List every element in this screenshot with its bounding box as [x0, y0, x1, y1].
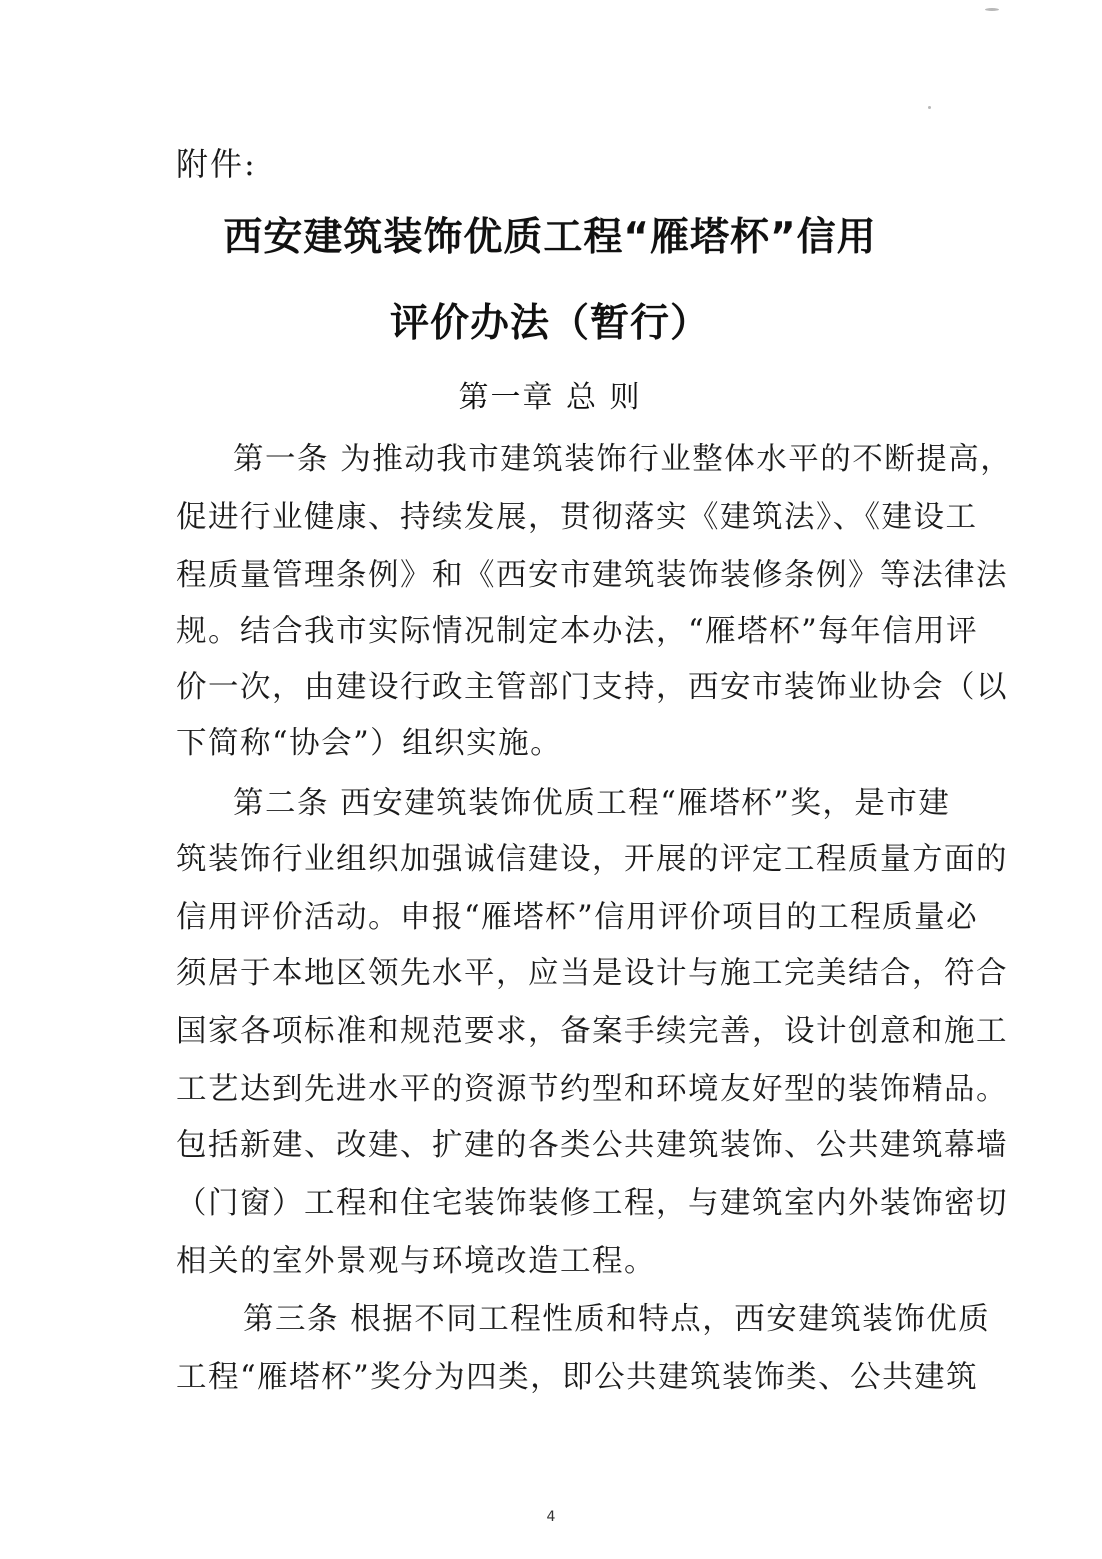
article-1-line: 下简称“协会”）组织实施。	[176, 726, 563, 761]
article-2-line: 须居于本地区领先水平，应当是设计与施工完美结合，符合	[176, 956, 1008, 991]
article-2-line: 信用评价活动。申报“雁塔杯”信用评价项目的工程质量必	[176, 900, 979, 935]
article-2-line: 包括新建、改建、扩建的各类公共建筑装饰、公共建筑幕墙	[176, 1128, 1008, 1163]
article-3-line: 工程“雁塔杯”奖分为四类，即公共建筑装饰类、公共建筑	[176, 1360, 979, 1395]
scan-speck	[985, 8, 999, 11]
page-number: 4	[546, 1509, 556, 1525]
article-1-line: 程质量管理条例》和《西安市建筑装饰装修条例》等法律法	[176, 558, 1008, 593]
article-2-line: 工艺达到先进水平的资源节约型和环境友好型的装饰精品。	[176, 1072, 1008, 1107]
article-1-line: 规。结合我市实际情况制定本办法，“雁塔杯”每年信用评	[176, 614, 979, 649]
document-title-line-1: 西安建筑装饰优质工程“雁塔杯”信用	[223, 215, 877, 260]
article-1-line: 促进行业健康、持续发展，贯彻落实《建筑法》、《建设工	[176, 500, 978, 535]
scan-speck	[928, 106, 931, 109]
article-1-line: 价一次，由建设行政主管部门支持，西安市装饰业协会（以	[176, 670, 1008, 705]
article-2-line: 国家各项标准和规范要求，备案手续完善，设计创意和施工	[176, 1014, 1008, 1049]
attachment-label: 附件:	[176, 145, 257, 183]
article-2-line: （门窗）工程和住宅装饰装修工程，与建筑室内外装饰密切	[176, 1186, 1008, 1221]
article-2-line: 筑装饰行业组织加强诚信建设，开展的评定工程质量方面的	[176, 842, 1008, 877]
article-2-line: 相关的室外景观与环境改造工程。	[176, 1244, 656, 1279]
article-3-line: 第三条 根据不同工程性质和特点，西安建筑装饰优质	[243, 1302, 991, 1337]
chapter-heading: 第一章 总 则	[458, 380, 642, 415]
document-title-line-2: 评价办法（暂行）	[389, 301, 710, 346]
article-1-line: 第一条 为推动我市建筑装饰行业整体水平的不断提高，	[233, 442, 1013, 477]
article-2-line: 第二条 西安建筑装饰优质工程“雁塔杯”奖，是市建	[233, 786, 951, 821]
